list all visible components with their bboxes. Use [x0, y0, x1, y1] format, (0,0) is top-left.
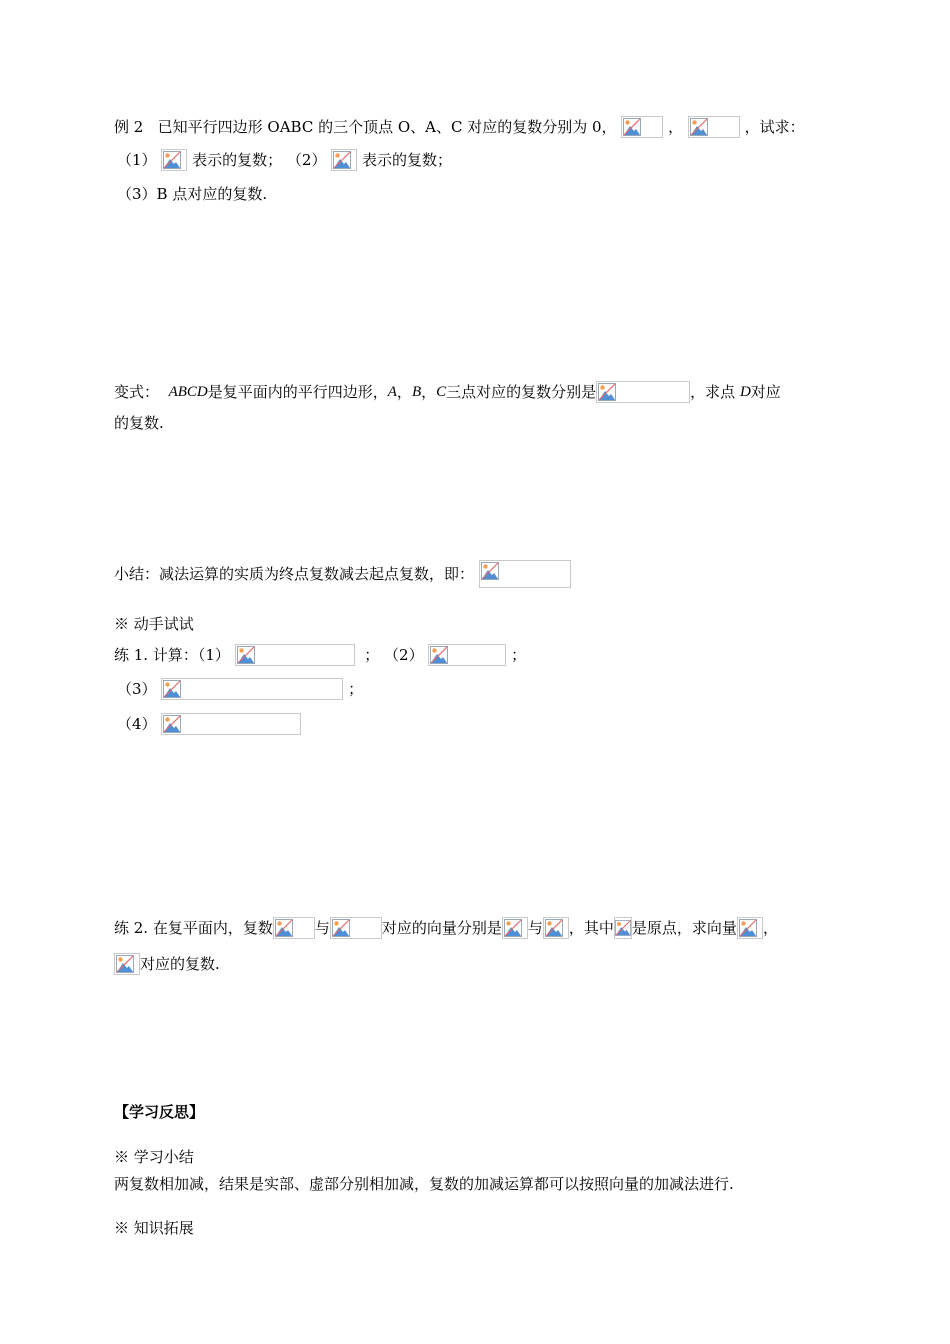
variant-line2-text: 的复数.: [114, 414, 164, 432]
broken-image-icon: [237, 646, 255, 664]
variant-sep2: ，: [421, 383, 437, 401]
example2-line3: [117, 182, 267, 205]
formula-image: [330, 917, 382, 939]
summary-text: 小结：减法运算的实质为终点复数减去起点复数，即：: [114, 565, 475, 583]
broken-image-icon: [332, 919, 350, 937]
variant-line2: [114, 411, 164, 434]
practice2-with2: 与: [527, 919, 543, 937]
variant-label: 变式：: [114, 383, 160, 401]
formula-image: [161, 678, 343, 700]
formula-image: [161, 713, 301, 735]
variant-sep1: ，: [396, 383, 412, 401]
q3-text: （3）B 点对应的复数.: [117, 185, 268, 203]
example2-line2: [117, 148, 452, 171]
formula-image: [331, 149, 357, 171]
practice1-line3: [117, 712, 301, 735]
formula-image: [614, 917, 632, 939]
practice1-semi1: ；: [364, 646, 380, 664]
example2-text1: 已知平行四边形 OABC 的三个顶点 O、A、C 对应的复数分别为 0，: [157, 118, 617, 136]
variant-abcd: ABCD: [168, 384, 208, 400]
formula-image: [235, 644, 355, 666]
broken-image-icon: [481, 562, 499, 580]
practice2-text2: 对应的向量分别是: [381, 919, 502, 937]
formula-image: [428, 644, 506, 666]
formula-image: [502, 917, 528, 939]
practice1-line2: [117, 677, 363, 700]
reflection-summary-heading-text: ※ 学习小结: [114, 1148, 194, 1166]
broken-image-icon: [545, 919, 563, 937]
summary-line: [114, 560, 571, 588]
formula-image: [596, 381, 690, 403]
reflection-extension-heading: [114, 1216, 194, 1239]
broken-image-icon: [116, 955, 134, 973]
variant-text1: 是复平面内的平行四边形，: [207, 383, 388, 401]
broken-image-icon: [430, 646, 448, 664]
variant-d: D: [739, 384, 751, 400]
formula-image: [273, 917, 315, 939]
formula-image: [161, 149, 187, 171]
reflection-heading: [114, 1100, 204, 1123]
practice1-p3-label: （3）: [117, 680, 157, 698]
practice2-text4: 是原点，求向量: [631, 919, 737, 937]
practice1-p2-label: （2）: [384, 646, 424, 664]
broken-image-icon: [163, 680, 181, 698]
broken-image-icon: [504, 919, 522, 937]
broken-image-icon: [333, 151, 351, 169]
formula-image: [114, 953, 140, 975]
formula-image: [479, 560, 571, 588]
broken-image-icon: [690, 118, 708, 136]
example2-text2: ，试求：: [744, 118, 805, 136]
reflection-summary: [114, 1172, 734, 1195]
practice2-line2-text: 对应的复数.: [140, 955, 220, 973]
practice-heading: [114, 612, 194, 635]
formula-image: [737, 917, 763, 939]
example2-comma: ，: [668, 118, 684, 136]
practice2-with1: 与: [314, 919, 330, 937]
variant-text3: ，求点: [690, 383, 736, 401]
practice1-p4-label: （4）: [117, 715, 157, 733]
practice1-semi2: ；: [511, 646, 527, 664]
example2-title: 例 2: [114, 118, 144, 136]
q2-text: 表示的复数；: [362, 151, 453, 169]
reflection-heading-text: 【学习反思】: [114, 1103, 205, 1121]
broken-image-icon: [275, 919, 293, 937]
reflection-summary-heading: [114, 1145, 194, 1168]
q1-label: （1）: [117, 151, 157, 169]
practice1-semi3: ；: [348, 680, 364, 698]
broken-image-icon: [598, 383, 616, 401]
practice2-text1: 练 2. 在复平面内，复数: [114, 919, 273, 937]
variant-a: A: [387, 384, 397, 400]
variant-text2: 三点对应的复数分别是: [446, 383, 597, 401]
broken-image-icon: [163, 151, 181, 169]
formula-image: [543, 917, 569, 939]
variant-c: C: [436, 384, 447, 400]
reflection-extension-heading-text: ※ 知识拓展: [114, 1219, 194, 1237]
broken-image-icon: [623, 118, 641, 136]
variant-line1: [114, 380, 781, 403]
formula-image: [688, 116, 740, 138]
variant-text4: 对应: [750, 383, 781, 401]
practice1-line1: [114, 643, 526, 666]
formula-image: [621, 116, 663, 138]
practice2-comma: ，: [762, 919, 778, 937]
practice1-label: 练 1. 计算：（1）: [114, 646, 230, 664]
reflection-summary-text: 两复数相加减，结果是实部、虚部分别相加减，复数的加减运算都可以按照向量的加减法进行.: [114, 1175, 734, 1193]
variant-b: B: [411, 384, 422, 400]
q2-label: （2）: [286, 151, 327, 169]
practice2-line1: [114, 916, 778, 939]
broken-image-icon: [739, 919, 757, 937]
practice2-line2: [114, 952, 220, 975]
practice2-text3: ，其中: [568, 919, 614, 937]
broken-image-icon: [615, 919, 631, 937]
q1-text: 表示的复数；: [192, 151, 283, 169]
broken-image-icon: [163, 715, 181, 733]
example2-line1: [114, 115, 805, 138]
practice-heading-text: ※ 动手试试: [114, 615, 194, 633]
